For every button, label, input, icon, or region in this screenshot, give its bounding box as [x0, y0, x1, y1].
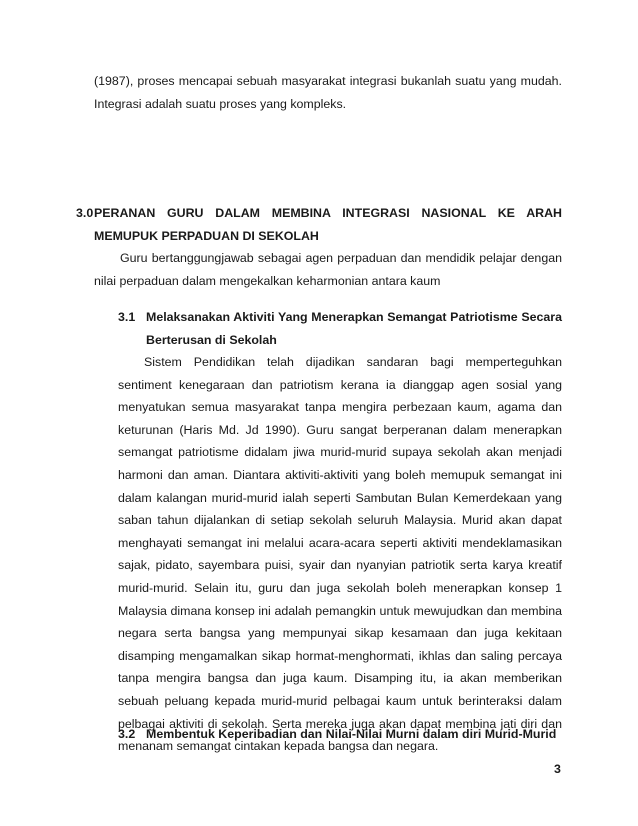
section-3-number: 3.0 [76, 206, 94, 220]
section-3-title: PERANAN GURU DALAM MEMBINA INTEGRASI NASIONAL KE ARAH MEMUPUK PERPADUAN DI SEKOLAH [94, 206, 562, 243]
page-number: 3 [554, 762, 561, 776]
section-3-2-title: Membentuk Keperibadian dan Nilai-Nilai Murni dalam diri Murid-Murid [146, 727, 557, 741]
intro-paragraph: (1987), proses mencapai sebuah masyarakat integrasi bukanlah suatu yang mudah. Integrasi adalah suatu proses yang kompleks. [94, 74, 562, 111]
section-3-1-title: Melaksanakan Aktiviti Yang Menerapkan Semangat Patriotisme Secara Berterusan di Sekolah [146, 310, 562, 347]
section-3-heading [94, 202, 562, 247]
section-3-2-number: 3.2 [118, 727, 136, 741]
section-3-1-number: 3.1 [118, 310, 136, 324]
section-3-body: Guru bertanggungjawab sebagai agen perpaduan dan mendidik pelajar dengan nilai perpaduan dalam mengekalkan keharmonian antara kaum [94, 251, 562, 288]
section-3-1-body: Sistem Pendidikan telah dijadikan sandaran bagi memperteguhkan sentiment kenegaraan dan patriotism kerana ia dianggap agen sosial yang menyatukan semua masyarakat tanpa mengira perbezaan kaum, agama dan keturunan (Haris Md. Jd 1990). Guru sangat berperanan dalam menerapkan semangat patriotisme didalam jiwa murid-murid supaya sekolah akan menjadi harmoni dan aman. Diantara aktiviti-aktiviti yang boleh memupuk semangat ini dalam kalangan murid-murid ialah seperti Sambutan Bulan Kemerdekaan yang saban tahun dijalankan di setiap sekolah seluruh Malaysia. Murid akan dapat menghayati semangat ini melalui acara-acara seperti aktiviti mendeklamasikan sajak, pidato, sayembara puisi, syair dan nyanyian patriotik serta karya kreatif murid-murid. Selain itu, guru dan juga sekolah boleh menerapkan konsep 1 Malaysia dimana konsep ini adalah pemangkin untuk mewujudkan dan membina negara serta bangsa yang mempunyai sikap kesamaan dan juga kekitaan disamping mengamalkan sikap hormat-menghormati, ikhlas dan saling percaya tanpa mengira bangsa dan juga kaum. Disamping itu, ia akan memberikan sebuah peluang kepada murid-murid pelbagai kaum untuk berinteraksi dalam pelbagai aktiviti di sekolah. Serta mereka juga akan dapat membina jati diri dan menanam semangat cintakan kepada bangsa dan negara. [118, 355, 562, 754]
